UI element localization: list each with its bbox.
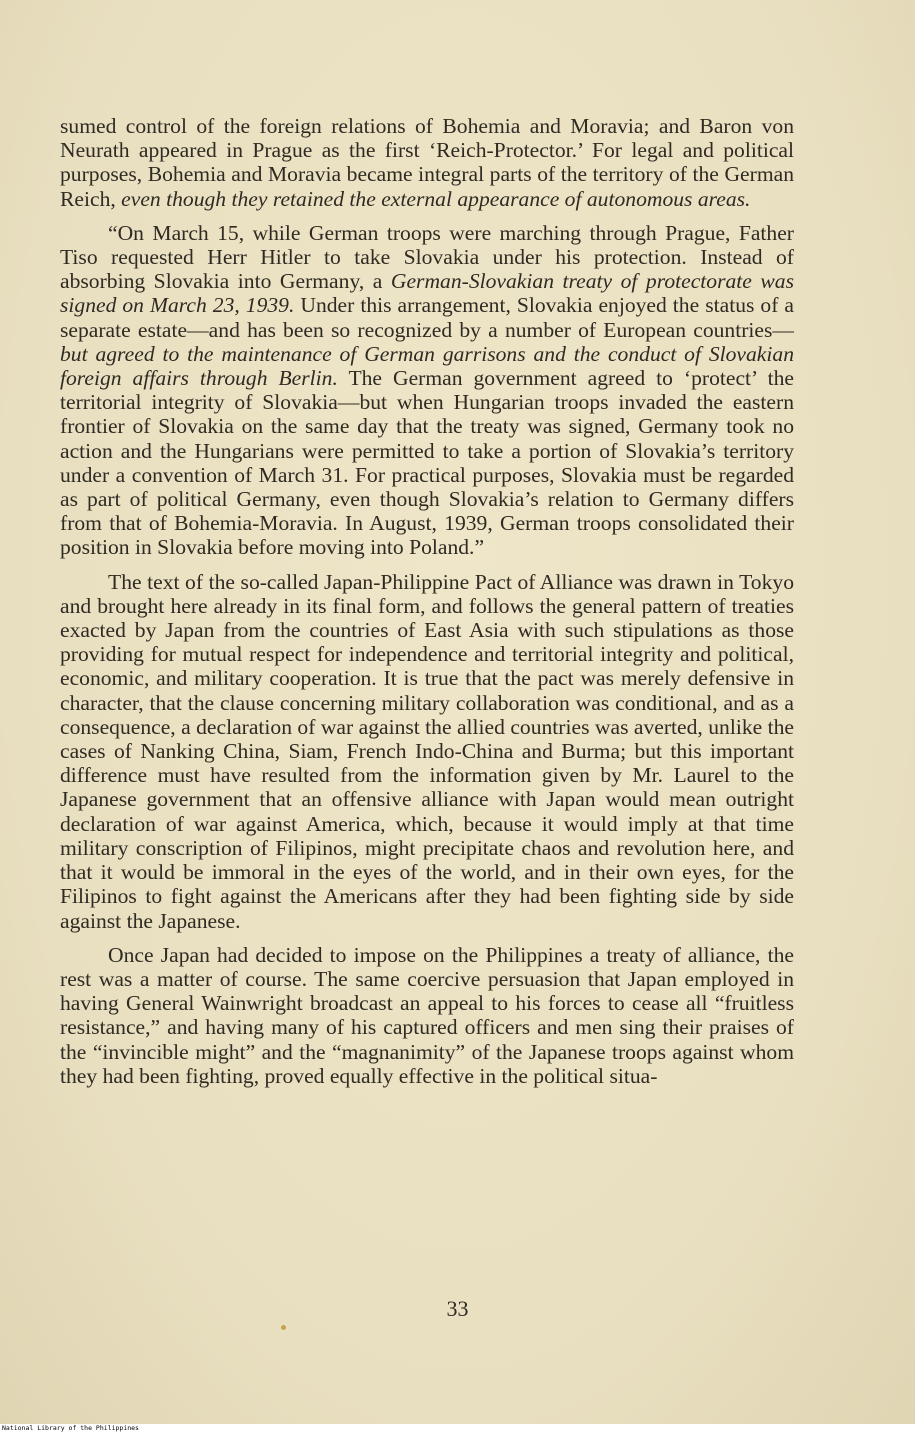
paragraph-2-text-c: The German government agreed to ‘protect’ the territorial integrity of Slovakia—but when Hungarian troops invaded the eastern frontier of Slovakia on the same day that the treaty was signed, Germany took no action and the Hungarians were permitted to take a portion of Slovakia’s territory under a convention of March 31. For practical purposes, Slovakia must be regarded as part of political Germany, even though Slovakia’s relation to Germany differs from that of Bohemia-Moravia. In August, 1939, German troops consolidated their position in Slovakia before moving into Poland.” bbox=[60, 366, 794, 560]
footer-credit: National Library of the Philippines bbox=[2, 1424, 139, 1432]
paragraph-4-text: Once Japan had decided to impose on the Philippines a treaty of alliance, the rest was a matter of course. The same coercive persuasion that Japan employed in having General Wainwright broadcast an appeal to his forces to cease all “fruitless resistance,” and having many of his captured officers and men sing their praises of the “invincible might” and the “magnanimity” of the Japanese troops against whom they had been fighting, proved equally effective in the political situa- bbox=[60, 942, 794, 1088]
paragraph-1-italic: even though they retained the external appearance of autonomous areas. bbox=[121, 186, 751, 211]
paragraph-3-text: The text of the so-called Japan-Philippine Pact of Alliance was drawn in Tokyo and brought here already in its final form, and follows the general pattern of treaties exacted by Japan from the countries of East Asia with such stipulations as those providing for mutual respect for independence and territorial integrity and political, economic, and military cooperation. It is true that the pact was merely defensive in character, that the clause concerning military collaboration was conditional, and as a consequence, a declaration of war against the allied countries was averted, unlike the cases of Nanking China, Siam, French Indo-China and Burma; but this important difference must have resulted from the information given by Mr. Laurel to the Japanese government that an offensive alliance with Japan would mean outright declaration of war against America, which, because it would imply at that time military conscription of Filipinos, might precipitate chaos and revolution here, and that it would be immoral in the eyes of the world, and in their own eyes, for the Filipinos to fight against the Americans after they had been fighting side by side against the Japanese. bbox=[60, 569, 794, 933]
paragraph-2-text-b: Under this arrangement, Slovakia enjoyed the status of a separate estate—and has been so recognized by a number of European countries— bbox=[60, 293, 794, 342]
page-number: 33 bbox=[446, 1296, 469, 1321]
paragraph-2-italic-a: German-Slovakian treaty of protectorate was signed on March 23, 1939. bbox=[60, 269, 794, 318]
paragraph-2-text-a: “On March 15, while German troops were marching through Prague, Father Tiso requested Herr Hitler to take Slovakia under his protection. Instead of absorbing Slovakia into Germany, a bbox=[60, 220, 794, 294]
ink-spot bbox=[281, 1325, 286, 1330]
paragraph-3 bbox=[60, 570, 794, 933]
paragraph-1-text: sumed control of the foreign relations of Bohemia and Moravia; and Baron von Neurath appeared in Prague as the first ‘Reich-Protector.’ For legal and political purposes, Bohemia and Moravia became integral parts of the territory of the German Reich, bbox=[60, 114, 794, 211]
body-text bbox=[60, 114, 794, 1088]
paragraph-2-italic-b: but agreed to the maintenance of German garrisons and the conduct of Slovakian foreign affairs through Berlin. bbox=[60, 341, 794, 391]
paragraph-4 bbox=[60, 943, 794, 1088]
paragraph-2 bbox=[60, 221, 794, 560]
paragraph-1 bbox=[60, 114, 794, 211]
